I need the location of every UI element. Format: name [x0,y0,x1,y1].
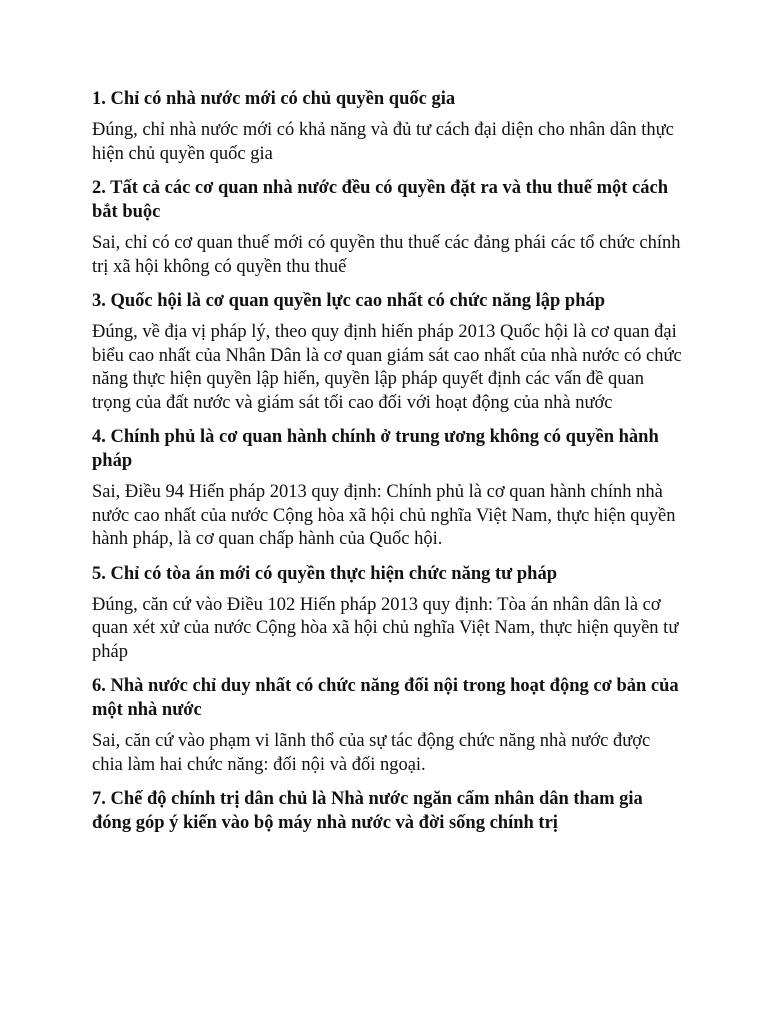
question-3: 3. Quốc hội là cơ quan quyền lực cao nhất có chức năng lập pháp [92,291,606,311]
answer-3: Đúng, về địa vị pháp lý, theo quy định hiến pháp 2013 Quốc hội là cơ quan đại biểu cao nhất của Nhân Dân là cơ quan giám sát cao nhất của nhà nước có chức năng thực hiện quyền lập hiến, quyền lập pháp quyết định các vấn đề quan trọng của đất nước và giám sát tối cao đối với hoạt động của nhà nước [92,322,682,413]
answer-2: Sai, chỉ có cơ quan thuế mới có quyền thu thuế các đảng phái các tổ chức chính trị xã hội không có quyền thu thuế [92,233,681,277]
question-5: 5. Chỉ có tòa án mới có quyền thực hiện chức năng tư pháp [92,563,557,584]
qa-item-1 [92,87,682,166]
question-1: 1. Chỉ có nhà nước mới có chủ quyền quốc gia [92,89,456,109]
qa-item-4 [92,425,682,552]
answer-1: Đúng, chỉ nhà nước mới có khả năng và đủ tư cách đại diện cho nhân dân thực hiện chủ quyền quốc gia [92,120,674,164]
question-6: 6. Nhà nước chỉ duy nhất có chức năng đối nội trong hoạt động cơ bản của một nhà nước [92,676,679,720]
qa-item-7 [92,787,682,835]
question-2: 2. Tất cả các cơ quan nhà nước đều có quyền đặt ra và thu thuế một cách bắt buộc [92,178,669,222]
qa-item-2 [92,176,682,279]
answer-6: Sai, căn cứ vào phạm vi lãnh thổ của sự tác động chức năng nhà nước được chia làm hai chức năng: đối nội và đối ngoại. [92,731,651,775]
answer-5: Đúng, căn cứ vào Điều 102 Hiến pháp 2013 quy định: Tòa án nhân dân là cơ quan xét xử của nước Cộng hòa xã hội chủ nghĩa Việt Nam, thực hiện quyền tư pháp [92,594,679,662]
qa-item-5 [92,562,682,665]
qa-item-3 [92,289,682,415]
question-4: 4. Chính phủ là cơ quan hành chính ở trung ương không có quyền hành pháp [92,427,659,471]
answer-4: Sai, Điều 94 Hiến pháp 2013 quy định: Chính phủ là cơ quan hành chính nhà nước cao nhất của nước Cộng hòa xã hội chủ nghĩa Việt Nam, thực hiện quyền hành pháp, là cơ quan chấp hành của Quốc hội. [92,482,676,549]
question-7: 7. Chế độ chính trị dân chủ là Nhà nước ngăn cấm nhân dân tham gia đóng góp ý kiến vào bộ máy nhà nước và đời sống chính trị [92,789,643,833]
document-page [92,87,682,843]
qa-item-6 [92,674,682,777]
